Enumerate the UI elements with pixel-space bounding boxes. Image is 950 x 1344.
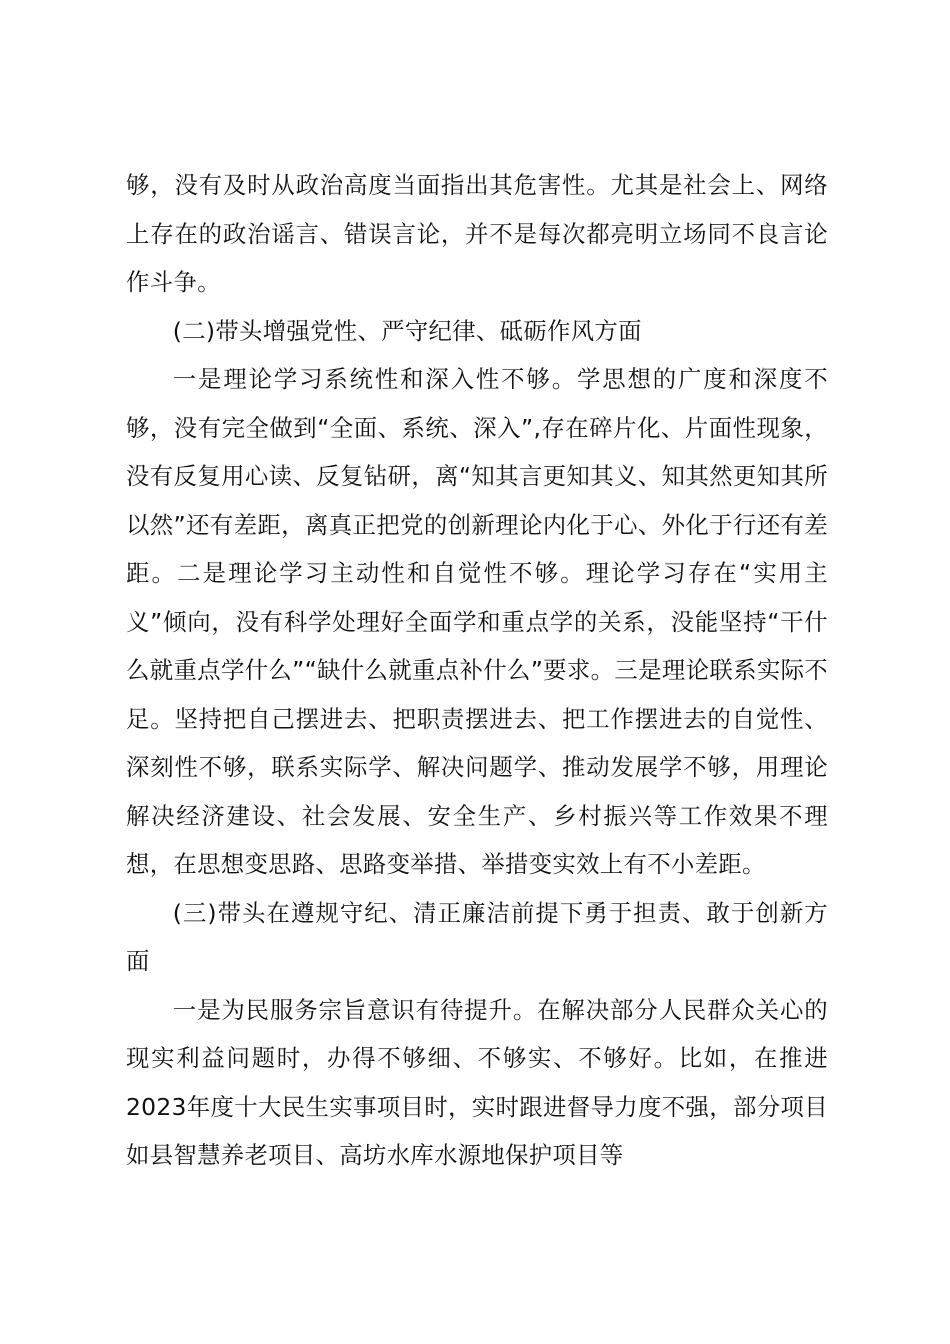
document-body	[126, 161, 828, 1180]
section-heading-2: (二)带头增强党性、严守纪律、砥砺作风方面	[172, 316, 642, 345]
paragraph-continuation: 够，没有及时从政治高度当面指出其危害性。尤其是社会上、网络上存在的政治谣言、错误言论，并不是每次都亮明立场同不良言论作斗争。	[126, 171, 828, 296]
section-heading-3: (三)带头在遵规守纪、清正廉洁前提下勇于担责、敢于创新方面	[126, 898, 828, 975]
paragraph-theory-study: 一是理论学习系统性和深入性不够。学思想的广度和深度不够，没有完全做到“全面、系统、深入”,存在碎片化、片面性现象，没有反复用心读、反复钻研，离“知其言更知其义、知其然更知其所以然”还有差距，离真正把党的创新理论内化于心、外化于行还有差距。二是理论学习主动性和自觉性不够。理论学习存在“实用主义”倾向，没有科学处理好全面学和重点学的关系，没能坚持“干什么就重点学什么”“缺什么就重点补什么”要求。三是理论联系实际不足。坚持把自己摆进去、把职责摆进去、把工作摆进去的自觉性、深刻性不够，联系实际学、解决问题学、推动发展学不够，用理论解决经济建设、社会发展、安全生产、乡村振兴等工作效果不理想，在思想变思路、思路变举措、举措变实效上有不小差距。	[126, 365, 828, 878]
paragraph-service-awareness: 一是为民服务宗旨意识有待提升。在解决部分人民群众关心的现实利益问题时，办得不够细、不够实、不够好。比如，在推进2023年度十大民生实事项目时，实时跟进督导力度不强，部分项目如县智慧养老项目、高坊水库水源地保护项目等	[126, 995, 828, 1169]
